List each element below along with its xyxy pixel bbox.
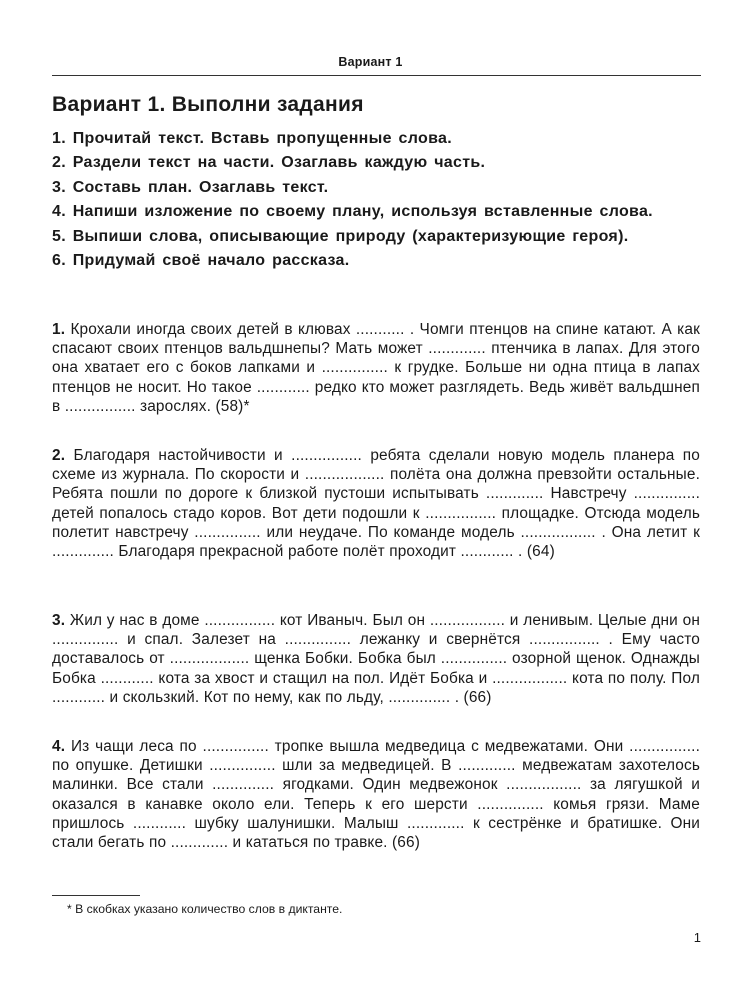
task-number: 6. [52, 251, 66, 269]
task-number: 4. [52, 203, 66, 221]
dictation-body: Крохали иногда своих детей в клювах ........... . Чомги птенцов на спине катают. А как спасают своих птенцов вальдшнепы? Мать может ............. птенчика в лапах. Для этого она хватает его с боков лапками и ............... к грудке. Больше ни одна птица в лапах птенцов не носит. Но такое ............ редко кто может разглядеть. Ведь живёт вальдшнеп в ................ зарослях. (58)* [52, 321, 700, 415]
dictation-number: 3. [52, 612, 66, 629]
dictation-number: 1. [52, 321, 66, 338]
task-text: Напиши изложение по своему плану, используя вставленные слова. [72, 203, 653, 221]
task-item-2 [52, 152, 700, 174]
page-title: Вариант 1. Выполни задания [52, 93, 364, 116]
dictation-body: Жил у нас в доме ................ кот Иваныч. Был он ................. и ленивым. Целые дни он ............... и спал. Залезет на ............... лежанку и свернётся ................ . Ему часто доставалось от .................. щенка Бобки. Бобка был ............... озорной щенок. Однажды Бобка ............ кота за хвост и стащил на пол. Идёт Бобка и ................. кота по полу. Пол ............ и скользкий. Кот по нему, как по льду, .............. . (66) [52, 612, 700, 706]
task-list [52, 128, 700, 274]
header-variant-label: Вариант 1 [338, 55, 403, 69]
task-text: Раздели текст на части. Озаглавь каждую часть. [72, 154, 486, 172]
task-text: Составь план. Озаглавь текст. [72, 178, 329, 196]
dictation-text-2 [52, 446, 700, 561]
task-number: 3. [52, 178, 66, 196]
task-text: Прочитай текст. Вставь пропущенные слова. [72, 130, 452, 147]
dictation-text-1 [52, 320, 700, 416]
dictation-number: 4. [52, 738, 66, 755]
dictation-text-3 [52, 611, 700, 707]
task-item-4 [52, 201, 700, 223]
header-divider [52, 75, 701, 76]
dictation-text-4 [52, 737, 700, 852]
task-text: Выпиши слова, описывающие природу (характеризующие героя). [72, 227, 629, 245]
task-number: 5. [52, 227, 66, 245]
dictation-body: Благодаря настойчивости и ................ ребята сделали новую модель планера по схеме из журнала. По скорости и .................. полёта она должна превзойти остальные. Ребята пошли по дороге к близкой пустоши испытывать ............. Навстречу ............... детей попалось стадо коров. Вот дети подошли к ................ площадке. Отсюда модель полетит навстречу ............... или неудаче. По команде модель ................. . Она летит к .............. Благодаря прекрасной работе полёт проходит ............ . (64) [52, 447, 700, 561]
footnote-divider [52, 895, 140, 896]
task-number: 1. [52, 130, 66, 147]
task-item-5 [52, 226, 700, 248]
page-number: 1 [693, 930, 701, 945]
footnote: * В скобках указано количество слов в диктанте. [67, 902, 343, 916]
dictation-number: 2. [52, 447, 66, 464]
task-text: Придумай своё начало рассказа. [72, 251, 350, 269]
task-number: 2. [52, 154, 66, 172]
task-item-3 [52, 177, 700, 199]
task-item-6 [52, 250, 700, 272]
task-item-1 [52, 128, 700, 150]
dictation-body: Из чащи леса по ............... тропке вышла медведица с медвежатами. Они ................ по опушке. Детишки ............... шли за медведицей. В ............. медвежатам захотелось малинки. Все стали .............. ягодками. Один медвежонок ................. за лягушкой и оказался в канавке около ели. Теперь к его шерсти ............... комья грязи. Маме пришлось ............ шубку шалунишки. Малыш ............. к сестрёнке и братишке. Они стали бегать по ............. и кататься по травке. (66) [52, 738, 700, 852]
